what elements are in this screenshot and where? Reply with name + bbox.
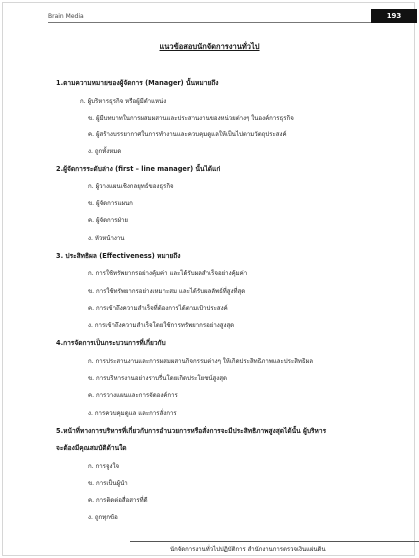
question-2-option-b: ข. ผู้จัดการแผนก bbox=[88, 200, 133, 207]
footer-divider bbox=[130, 541, 419, 542]
header-divider bbox=[48, 22, 371, 23]
question-4-option-b: ข. การบริหารงานอย่างราบรื่นโดยเกิดประโยชน์สูงสุด bbox=[88, 375, 227, 382]
page-number: 193 bbox=[371, 9, 417, 23]
question-2-option-d: ง. หัวหน้างาน bbox=[88, 235, 125, 242]
question-1-option-c: ค. ผู้สร้างบรรยากาศในการทำงานและควบคุมดูแลให้เป็นไปตามวัตถุประสงค์ bbox=[88, 131, 287, 138]
question-3-option-d: ง. การเข้าถึงความสำเร็จโดยใช้การทรัพยากรอย่างสูงสุด bbox=[88, 322, 235, 329]
question-3-option-c: ค. การเข้าถึงความสำเร็จที่ต้องการได้ตามเป้าประสงค์ bbox=[88, 305, 228, 312]
question-5-option-b: ข. การเป็นผู้นำ bbox=[88, 480, 128, 487]
question-5-continued: จะต้องมีคุณสมบัติด้านใด bbox=[56, 444, 127, 452]
header-brand: Brain Media bbox=[48, 13, 84, 20]
question-1-option-d: ง. ถูกทั้งหมด bbox=[88, 148, 122, 155]
question-4-option-a: ก. การประสานงานและการผสมผสานกิจกรรมต่างๆ ให้เกิดประสิทธิภาพและประสิทธิผล bbox=[88, 358, 313, 365]
question-5-option-c: ค. การติดต่อสื่อสารที่ดี bbox=[88, 497, 148, 504]
question-5: 5.หน้าที่ทางการบริหารที่เกี่ยวกับการอำนวยการหรือสั่งการจะมีประสิทธิภาพสูงสุดได้นั้น ผู้บริหาร bbox=[56, 427, 327, 435]
question-3: 3. ประสิทธิผล (Effectiveness) หมายถึง bbox=[56, 252, 181, 260]
page-title: แนวข้อสอบนักจัดการงานทั่วไป bbox=[159, 42, 260, 51]
question-1-option-b: ข. ผู้มีบทบาทในการผสมผสานและประสานงานของหน่วยต่างๆ ในองค์การธุรกิจ bbox=[88, 115, 294, 122]
question-4-option-d: ง. การควบคุมดูแล และการสั่งการ bbox=[88, 410, 177, 417]
question-5-option-d: ง. ถูกทุกข้อ bbox=[88, 514, 118, 521]
question-4: 4.การจัดการเป็นกระบวนการที่เกี่ยวกับ bbox=[56, 339, 166, 347]
question-1-option-a: ก. ผู้บริหารธุรกิจ หรือผู้มีตำแหน่ง bbox=[80, 98, 167, 105]
question-5-option-a: ก. การจูงใจ bbox=[88, 463, 120, 470]
question-3-option-b: ข. การใช้ทรัพยากรอย่างเหมาะสม และได้รับผลลัพธ์ที่สูงที่สุด bbox=[88, 288, 246, 295]
question-2-option-c: ค. ผู้จัดการฝ่าย bbox=[88, 217, 128, 224]
question-4-option-c: ค. การวางแผนและการจัดองค์การ bbox=[88, 392, 178, 399]
question-3-option-a: ก. การใช้ทรัพยากรอย่างคุ้มค่า และได้รับผลสำเร็จอย่างคุ้มค่า bbox=[88, 270, 248, 277]
footer-text: นักจัดการงานทั่วไปปฏิบัติการ สำนักงานการตรวจเงินแผ่นดิน bbox=[170, 546, 326, 553]
question-1: 1.ตามความหมายของผู้จัดการ (Manager) นั้นหมายถึง bbox=[56, 79, 219, 87]
question-2: 2.ผู้จัดการระดับล่าง (first – line manager) นั้นได้แก่ bbox=[56, 165, 221, 173]
question-2-option-a: ก. ผู้วางแผนเชิงกลยุทธ์ของธุรกิจ bbox=[88, 183, 174, 190]
